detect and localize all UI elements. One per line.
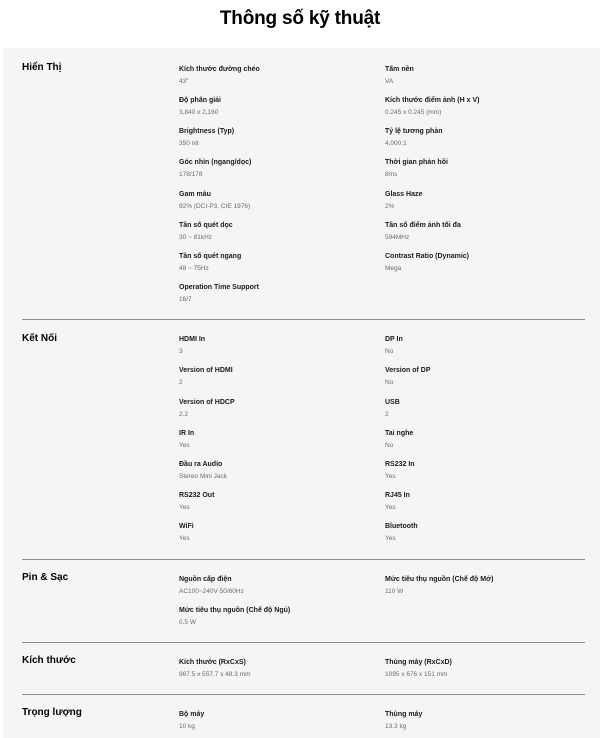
spec-label: Kích thước đường chéo <box>179 66 260 73</box>
spec-value: Yes <box>179 535 190 542</box>
section-divider <box>22 694 585 695</box>
spec-value: Stereo Mini Jack <box>179 473 228 480</box>
spec-value: 2 <box>385 411 389 418</box>
spec-value: 4,000:1 <box>385 140 407 147</box>
spec-value: AC100~240V 50/60Hz <box>179 588 244 595</box>
section-divider <box>22 642 585 643</box>
spec-item <box>385 335 575 356</box>
spec-value: 10 kg <box>179 723 195 730</box>
spec-label: Version of HDCP <box>179 399 235 406</box>
spec-item <box>385 190 575 211</box>
spec-item <box>179 429 369 450</box>
spec-item <box>385 575 575 596</box>
spec-item <box>179 96 369 117</box>
spec-value: 0.245 x 0.245 (mm) <box>385 109 442 116</box>
spec-label: RS232 Out <box>179 492 215 499</box>
spec-label: Tần số quét dọc <box>179 222 233 229</box>
spec-value: 178/178 <box>179 171 203 178</box>
spec-value: No <box>385 348 394 355</box>
spec-item <box>385 429 575 450</box>
spec-label: Version of HDMI <box>179 367 233 374</box>
spec-label: Bluetooth <box>385 523 418 530</box>
spec-item <box>179 398 369 419</box>
spec-item <box>179 252 369 273</box>
spec-item <box>179 522 369 543</box>
spec-item <box>179 710 369 731</box>
spec-item <box>179 158 369 179</box>
spec-label: Kích thước (RxCxS) <box>179 659 246 666</box>
spec-value: 594MHz <box>385 234 410 241</box>
spec-label: Đầu ra Audio <box>179 461 223 468</box>
spec-value: No <box>385 442 394 449</box>
spec-label: Kích thước điểm ảnh (H x V) <box>385 97 480 104</box>
spec-value: Yes <box>385 535 396 542</box>
spec-item <box>385 127 575 148</box>
section-connectivity <box>22 333 585 553</box>
spec-item <box>179 190 369 211</box>
spec-value: 2.2 <box>179 411 189 418</box>
section-title: Hiển Thị <box>22 62 62 73</box>
spec-value: VA <box>385 78 394 85</box>
spec-label: Tần số điểm ảnh tối đa <box>385 222 461 229</box>
spec-label: Tấm nền <box>385 66 414 73</box>
spec-label: Gam màu <box>179 191 211 198</box>
spec-item <box>385 158 575 179</box>
spec-item <box>385 65 575 86</box>
section-title: Pin & Sạc <box>22 572 69 583</box>
spec-item <box>179 575 369 596</box>
spec-item <box>179 127 369 148</box>
spec-value: 13.3 kg <box>385 723 407 730</box>
spec-value: 1095 x 676 x 151 mm <box>385 671 448 678</box>
section-dimensions <box>22 655 585 685</box>
spec-value: Yes <box>179 504 190 511</box>
section-title: Kích thước <box>22 655 76 666</box>
spec-value: 0.5 W <box>179 619 196 626</box>
spec-item <box>179 335 369 356</box>
spec-value: 110 W <box>385 588 404 595</box>
spec-label: Nguồn cấp điện <box>179 576 232 583</box>
section-title: Kết Nối <box>22 333 57 344</box>
spec-value: 30 ~ 81kHz <box>179 234 213 241</box>
spec-value: Yes <box>385 504 396 511</box>
spec-item <box>179 283 369 304</box>
spec-item <box>179 460 369 481</box>
spec-item <box>179 658 369 679</box>
spec-label: Bộ máy <box>179 711 205 718</box>
spec-label: Contrast Ratio (Dynamic) <box>385 253 470 260</box>
spec-label: Thùng máy <box>385 711 423 718</box>
spec-value: 16/7 <box>179 296 192 303</box>
section-divider <box>22 319 585 320</box>
spec-label: WiFi <box>179 523 194 530</box>
spec-label: IR In <box>179 430 195 437</box>
spec-item <box>385 460 575 481</box>
spec-value: 2% <box>385 203 395 210</box>
spec-item <box>179 221 369 242</box>
spec-item <box>179 65 369 86</box>
spec-item <box>385 366 575 387</box>
spec-value: No <box>385 379 394 386</box>
spec-label: Version of DP <box>385 367 431 374</box>
spec-label: Mức tiêu thụ nguồn (Chế độ Ngủ) <box>179 607 291 614</box>
spec-value: Yes <box>179 442 190 449</box>
spec-label: Operation Time Support <box>179 284 259 291</box>
spec-item <box>385 96 575 117</box>
spec-value: 92% (DCI-P3, CIE 1976) <box>179 203 251 210</box>
spec-value: 43" <box>179 78 189 85</box>
spec-label: Brightness (Typ) <box>179 128 235 135</box>
spec-item <box>385 491 575 512</box>
spec-item <box>385 252 575 273</box>
spec-item <box>385 221 575 242</box>
spec-item <box>385 658 575 679</box>
spec-label: Thùng máy (RxCxD) <box>385 659 452 666</box>
spec-panel <box>3 48 600 738</box>
section-title: Trọng lượng <box>22 707 82 718</box>
spec-value: Yes <box>385 473 396 480</box>
section-power <box>22 572 585 632</box>
spec-value: 3,840 x 2,160 <box>179 109 219 116</box>
spec-item <box>179 366 369 387</box>
spec-label: DP In <box>385 336 403 343</box>
spec-item <box>179 491 369 512</box>
spec-value: 967.5 x 557.7 x 48.3 mm <box>179 671 251 678</box>
spec-value: Mega <box>385 265 402 272</box>
spec-item <box>385 710 575 731</box>
spec-label: Góc nhìn (ngang/dọc) <box>179 159 252 166</box>
spec-value: 8ms <box>385 171 398 178</box>
spec-label: Mức tiêu thụ nguồn (Chế độ Mở) <box>385 576 494 583</box>
spec-item <box>179 606 369 627</box>
spec-label: Glass Haze <box>385 191 423 198</box>
spec-label: Tỷ lệ tương phản <box>385 128 443 135</box>
spec-label: Độ phân giải <box>179 97 221 104</box>
spec-label: HDMI In <box>179 336 206 343</box>
section-divider <box>22 559 585 560</box>
spec-value: 2 <box>179 379 183 386</box>
spec-value: 48 ~ 75Hz <box>179 265 209 272</box>
spec-label: RS232 In <box>385 461 415 468</box>
spec-item <box>385 398 575 419</box>
spec-value: 3 <box>179 348 183 355</box>
spec-label: USB <box>385 399 400 406</box>
spec-item <box>385 522 575 543</box>
spec-label: RJ45 In <box>385 492 410 499</box>
section-display <box>22 62 585 332</box>
spec-label: Tai nghe <box>385 430 414 437</box>
page-title: Thông số kỹ thuật <box>219 8 381 29</box>
spec-label: Thời gian phản hồi <box>385 159 448 166</box>
spec-value: 350 nit <box>179 140 199 147</box>
spec-label: Tần số quét ngang <box>179 253 242 260</box>
